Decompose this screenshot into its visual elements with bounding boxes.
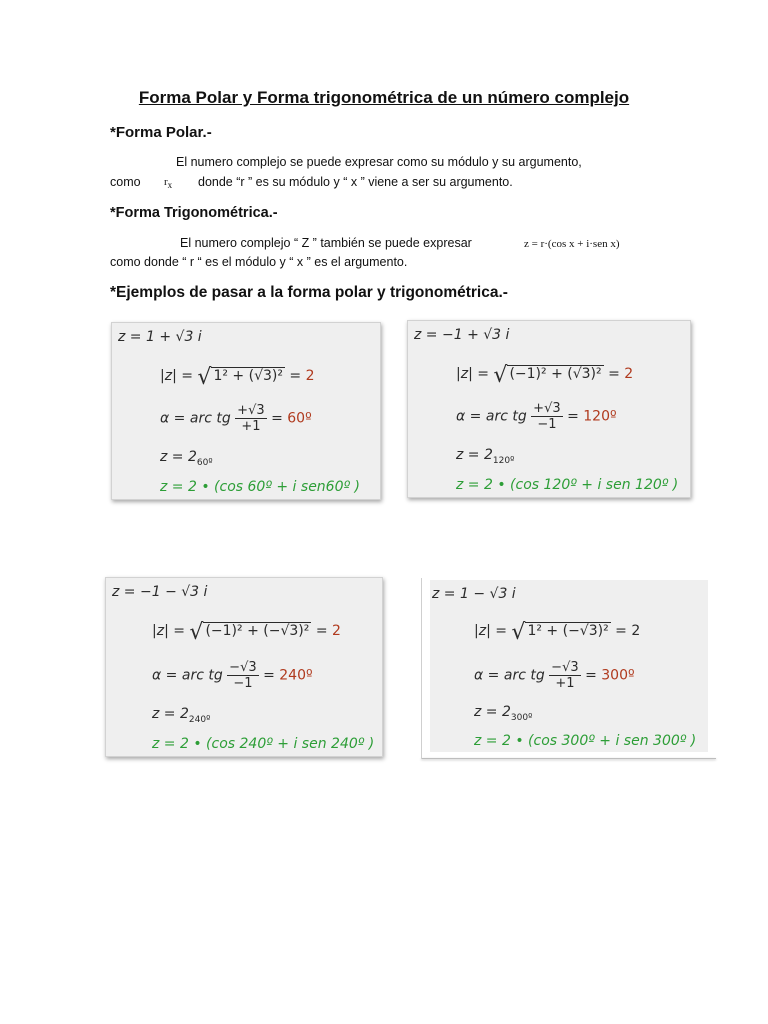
polar-heading: *Forma Polar.-	[110, 124, 212, 141]
sqrt-icon: √	[511, 620, 526, 645]
example-card-1	[111, 322, 381, 500]
argument-result: 120º	[583, 408, 617, 425]
polar-z-label: z = 2	[456, 447, 493, 463]
example-2-z: z = −1 + √3 i	[414, 327, 510, 343]
alpha-label: α = arc tg	[474, 667, 545, 684]
example-3-argument	[152, 660, 313, 691]
fraction-denominator: −1	[233, 676, 253, 691]
argument-fraction	[227, 660, 258, 691]
equals-sign: =	[615, 623, 627, 639]
polar-text-2a: como	[110, 175, 141, 189]
sqrt-icon: √	[197, 365, 212, 390]
modulus-radicand: 1² + (√3)²	[213, 368, 283, 384]
example-2-polar	[456, 447, 514, 466]
abs-z-label: |z| =	[160, 368, 193, 384]
equals-sign: =	[585, 667, 597, 684]
sqrt-icon: √	[189, 620, 204, 645]
example-1-modulus	[160, 365, 315, 390]
modulus-result: 2	[624, 366, 634, 382]
example-card-3	[105, 577, 383, 757]
example-3-modulus	[152, 620, 341, 645]
argument-result: 60º	[287, 410, 312, 427]
modulus-result: 2	[305, 368, 315, 384]
equals-sign: =	[567, 408, 579, 425]
argument-result: 240º	[279, 667, 313, 684]
examples-heading: *Ejemplos de pasar a la forma polar y trigonométrica.-	[110, 284, 508, 301]
example-3-z: z = −1 − √3 i	[112, 584, 208, 600]
example-card-4	[430, 580, 708, 752]
modulus-result: 2	[631, 623, 641, 639]
card-4-divider	[421, 758, 716, 759]
example-2-argument	[456, 401, 617, 432]
fraction-denominator: +1	[241, 419, 261, 434]
abs-z-label: |z| =	[152, 623, 185, 639]
modulus-radicand: 1² + (−√3)²	[527, 623, 609, 639]
modulus-radicand: (−1)² + (−√3)²	[205, 623, 310, 639]
argument-result: 300º	[601, 667, 635, 684]
fraction-numerator: −√3	[229, 660, 257, 675]
example-3-trig: z = 2 • (cos 240º + i sen 240º )	[152, 736, 375, 752]
alpha-label: α = arc tg	[152, 667, 223, 684]
polar-subscript: 60º	[196, 458, 213, 468]
alpha-label: α = arc tg	[160, 410, 231, 427]
example-1-trig: z = 2 • (cos 60º + i sen60º )	[160, 479, 360, 495]
example-2-modulus	[456, 363, 633, 388]
example-card-2	[407, 320, 691, 498]
modulus-radicand: (−1)² + (√3)²	[509, 366, 602, 382]
example-1-z: z = 1 + √3 i	[118, 329, 202, 345]
polar-z-label: z = 2	[160, 449, 197, 465]
equals-sign: =	[608, 366, 620, 382]
polar-subscript: 300º	[510, 713, 533, 723]
fraction-denominator: −1	[537, 417, 557, 432]
alpha-label: α = arc tg	[456, 408, 527, 425]
polar-formula	[164, 176, 172, 190]
polar-subscript: 120º	[492, 456, 515, 466]
example-1-argument	[160, 403, 312, 434]
example-4-polar	[474, 704, 532, 723]
example-3-polar	[152, 706, 210, 725]
equals-sign: =	[315, 623, 328, 639]
argument-fraction	[531, 401, 562, 432]
example-4-trig: z = 2 • (cos 300º + i sen 300º )	[474, 733, 697, 749]
trig-heading: *Forma Trigonométrica.-	[110, 205, 278, 221]
polar-z-label: z = 2	[152, 706, 189, 722]
polar-text-1: El numero complejo se puede expresar como su módulo y su argumento,	[176, 155, 582, 169]
page-title: Forma Polar y Forma trigonométrica de un número complejo	[138, 88, 630, 107]
argument-fraction	[235, 403, 266, 434]
polar-formula-r: r	[164, 176, 168, 188]
fraction-numerator: +√3	[533, 401, 561, 416]
argument-fraction	[549, 660, 580, 691]
equals-sign: =	[271, 410, 283, 427]
sqrt-icon: √	[493, 363, 508, 388]
polar-formula-x: x	[167, 180, 173, 191]
example-1-polar	[160, 449, 213, 468]
example-4-modulus	[474, 620, 640, 645]
trig-text-2: como donde “ r “ es el módulo y “ x ” es el argumento.	[110, 255, 408, 269]
card-4-left-border	[421, 578, 422, 759]
example-4-argument	[474, 660, 635, 691]
polar-subscript: 240º	[188, 715, 211, 725]
equals-sign: =	[289, 368, 302, 384]
fraction-numerator: +√3	[237, 403, 265, 418]
example-2-trig: z = 2 • (cos 120º + i sen 120º )	[456, 477, 679, 493]
abs-z-label: |z| =	[456, 366, 489, 382]
example-4-z: z = 1 − √3 i	[432, 586, 516, 602]
polar-text-2b: donde “r ” es su módulo y “ x ” viene a ser su argumento.	[198, 175, 513, 189]
modulus-result: 2	[332, 623, 341, 639]
fraction-denominator: +1	[555, 676, 575, 691]
trig-text-1: El numero complejo “ Z ” también se puede expresar	[180, 236, 472, 250]
equals-sign: =	[263, 667, 275, 684]
trig-formula: z = r·(cos x + i·sen x)	[524, 238, 620, 250]
polar-z-label: z = 2	[474, 704, 511, 720]
fraction-numerator: −√3	[551, 660, 579, 675]
abs-z-label: |z| =	[474, 623, 507, 639]
